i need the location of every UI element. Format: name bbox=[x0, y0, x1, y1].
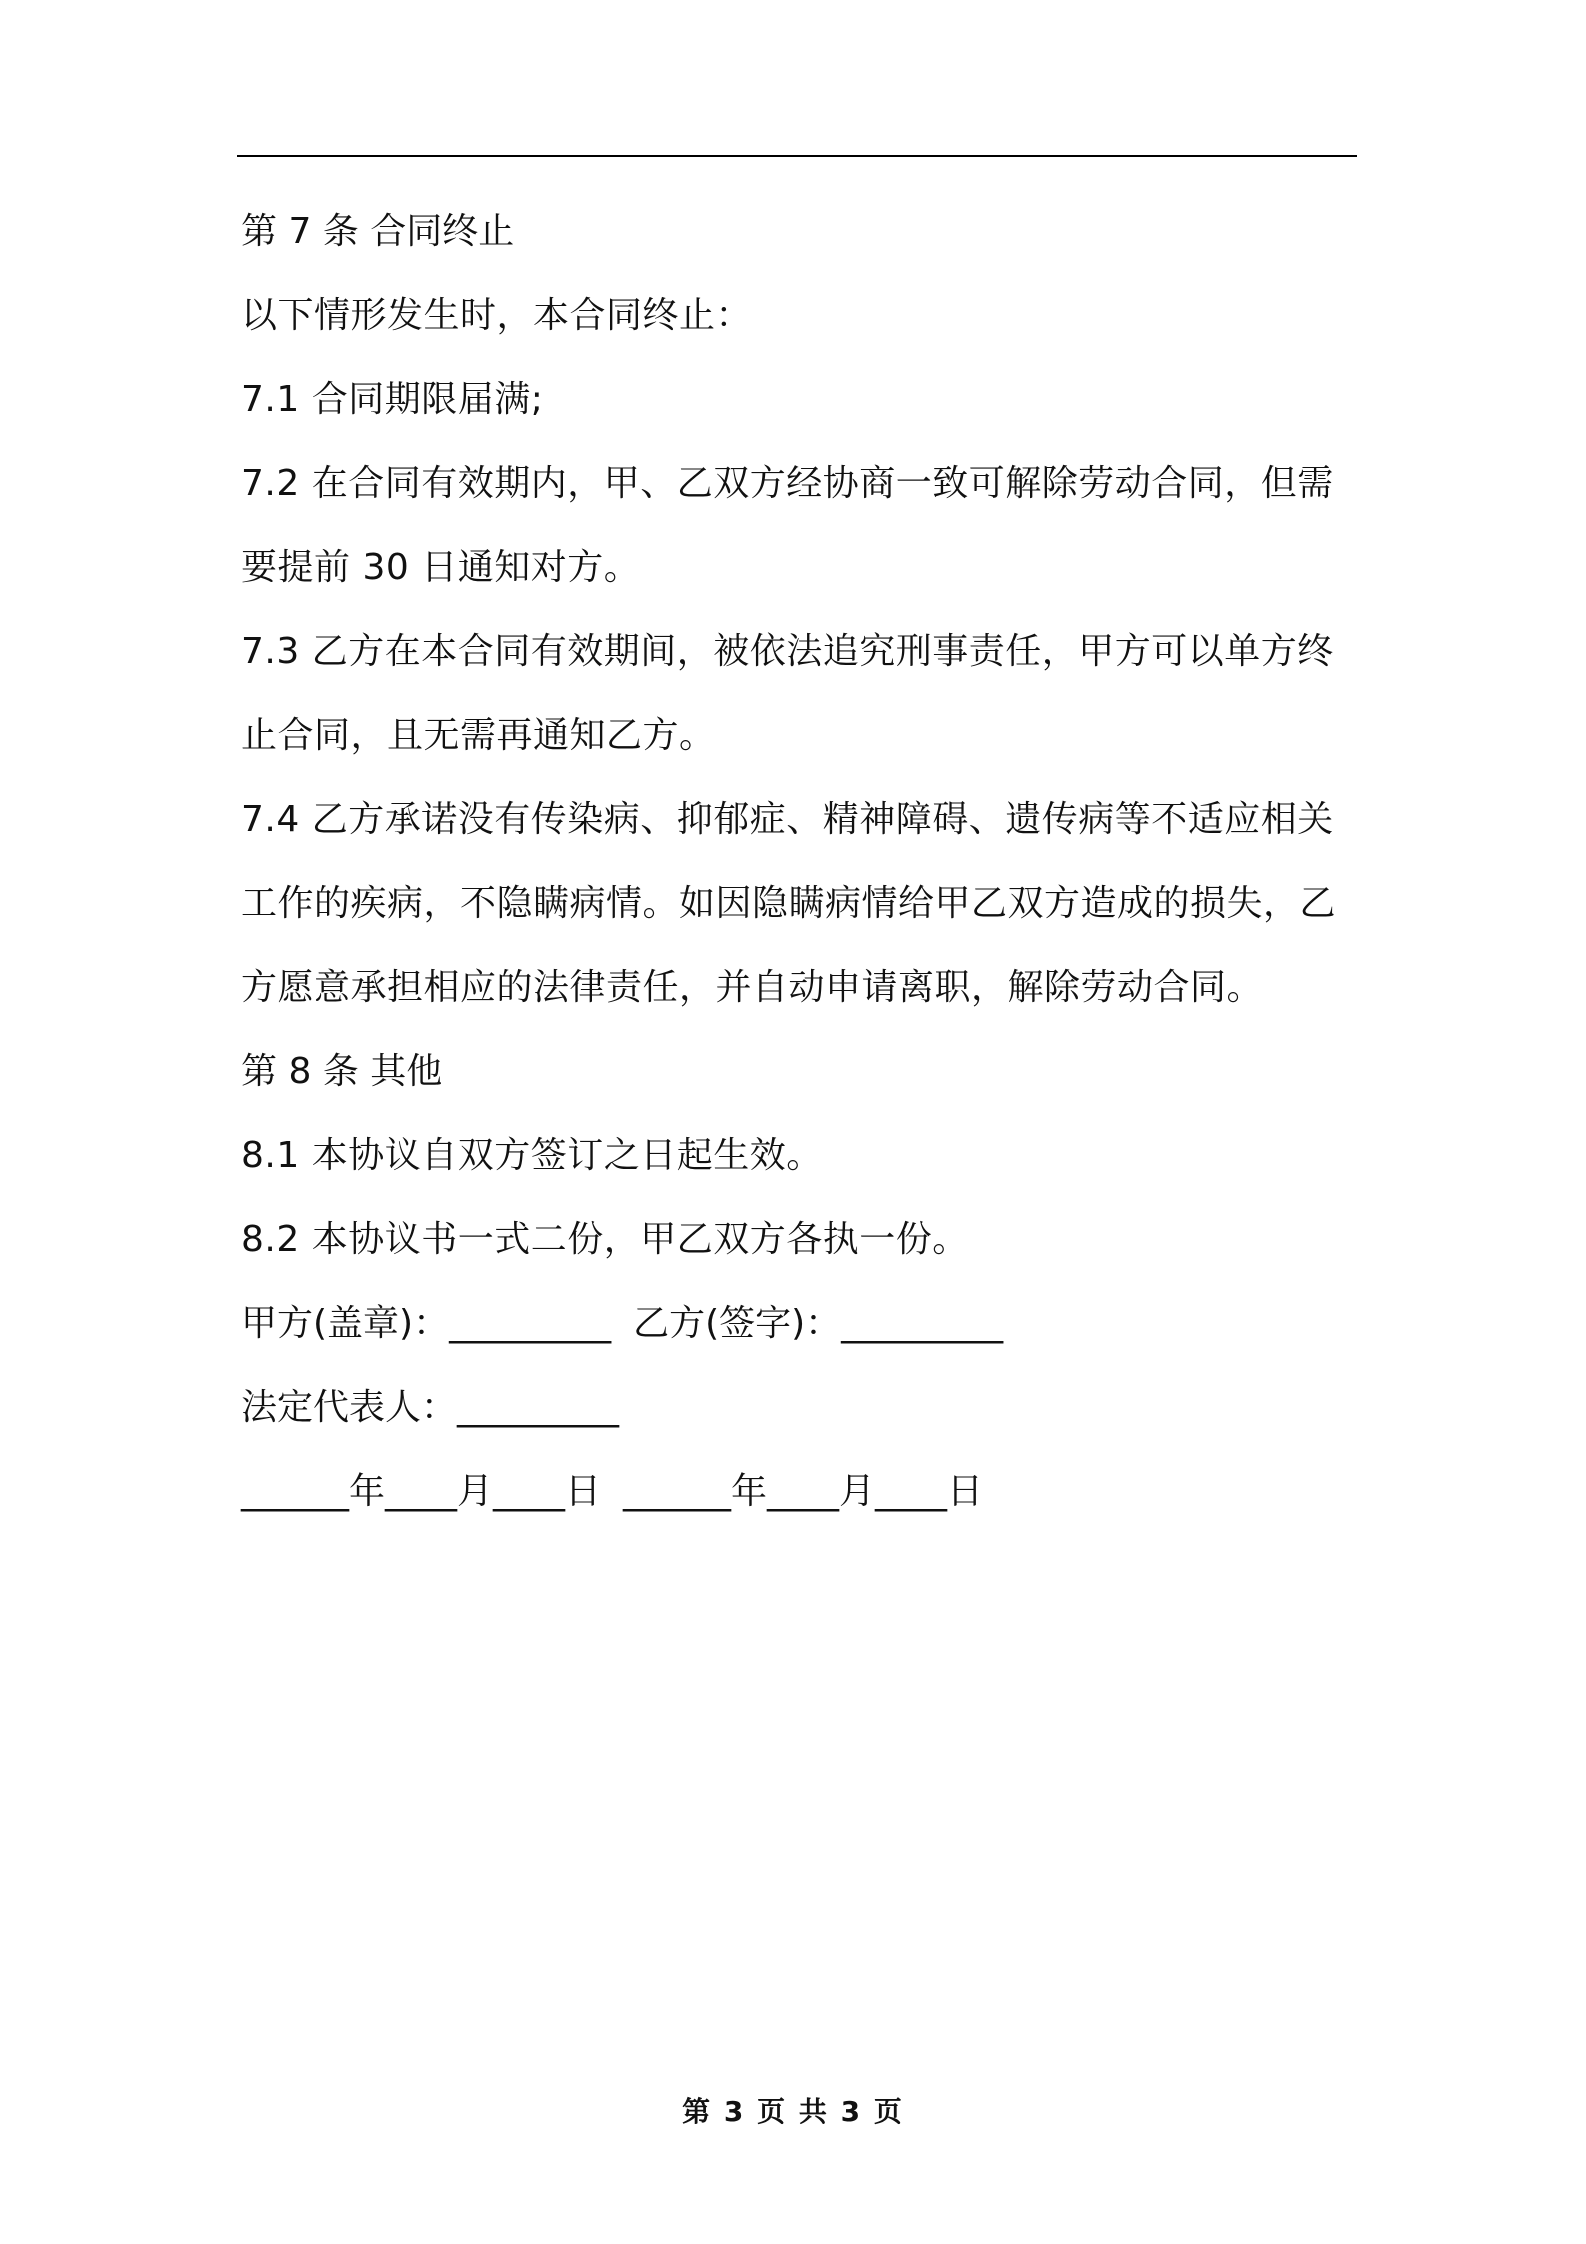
section-7-intro: 以下情形发生时，本合同终止： bbox=[241, 295, 753, 336]
document-body bbox=[241, 190, 1357, 1534]
signature-row-parties bbox=[241, 1282, 1357, 1366]
clause-8-1: 8.1 本协议自双方签订之日起生效。 bbox=[241, 1135, 823, 1176]
legal-rep-signature-field: 法定代表人：_________ bbox=[241, 1387, 620, 1428]
party-a-date-field: ______年____月____日 bbox=[241, 1471, 601, 1512]
party-b-signature-field: 乙方(签字)：_________ bbox=[633, 1303, 1004, 1344]
clause-7-4: 7.4 乙方承诺没有传染病、抑郁症、精神障碍、遗传病等不适应相关工作的疾病，不隐瞒病情。如因隐瞒病情给甲乙双方造成的损失，乙方愿意承担相应的法律责任，并自动申请离职，解除劳动合同。 bbox=[241, 799, 1337, 1008]
clause-8-2: 8.2 本协议书一式二份，甲乙双方各执一份。 bbox=[241, 1219, 969, 1260]
party-a-signature-field: 甲方(盖章)：_________ bbox=[241, 1303, 612, 1344]
header-divider bbox=[237, 155, 1357, 157]
signature-row-dates bbox=[241, 1450, 1357, 1534]
section-8-heading: 第 8 条 其他 bbox=[241, 1051, 443, 1092]
page-number-footer: 第 3 页 共 3 页 bbox=[682, 2095, 904, 2128]
clause-7-3: 7.3 乙方在本合同有效期间，被依法追究刑事责任，甲方可以单方终止合同，且无需再通知乙方。 bbox=[241, 631, 1334, 756]
section-7-heading: 第 7 条 合同终止 bbox=[241, 211, 515, 252]
clause-7-1: 7.1 合同期限届满; bbox=[241, 379, 544, 420]
clause-7-2: 7.2 在合同有效期内，甲、乙双方经协商一致可解除劳动合同，但需要提前 30 日通知对方。 bbox=[241, 463, 1334, 588]
signature-row-legal-rep bbox=[241, 1366, 1357, 1450]
party-b-date-field: ______年____月____日 bbox=[623, 1471, 983, 1512]
